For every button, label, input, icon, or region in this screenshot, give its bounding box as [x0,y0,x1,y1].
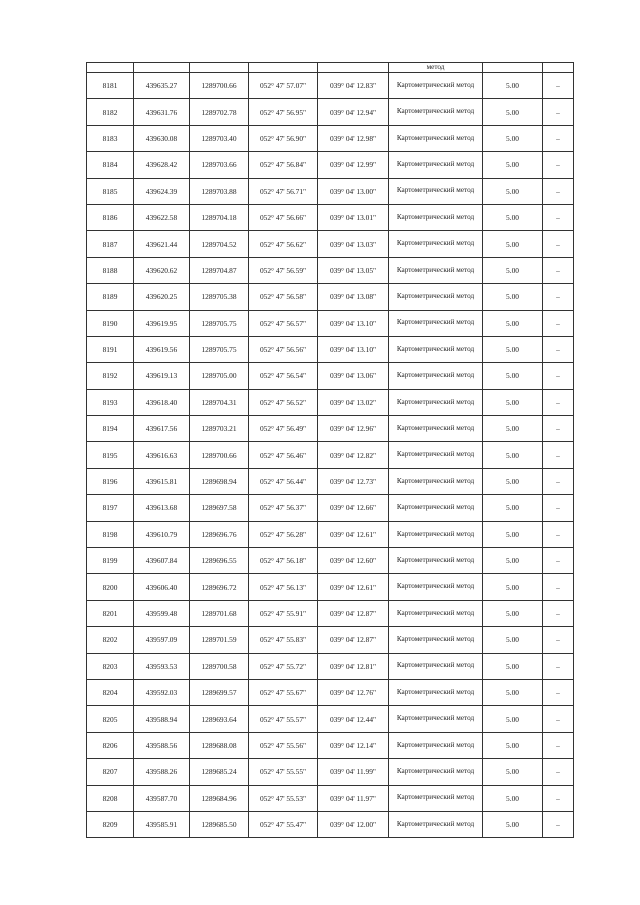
cell-y: 1289700.58 [190,653,249,679]
cell-x: 439628.42 [134,152,190,178]
cell-method: Картометрический метод [389,73,483,99]
cell-latitude: 052° 47' 56.56" [249,336,318,362]
cell-longitude: 039° 04' 12.83" [318,73,389,99]
cell-accuracy: 5.00 [483,231,543,257]
cell-accuracy: 5.00 [483,521,543,547]
cell-x: 439588.94 [134,706,190,732]
cell-method: Картометрический метод [389,679,483,705]
table-row [87,468,574,494]
cell-y: 1289696.72 [190,574,249,600]
cell-y: 1289685.24 [190,759,249,785]
cell-method: Картометрический метод [389,363,483,389]
cell-latitude: 052° 47' 56.58" [249,284,318,310]
cell-method: Картометрический метод [389,811,483,837]
cell-note: – [543,679,574,705]
cell-latitude: 052° 47' 56.37" [249,495,318,521]
cell-method: Картометрический метод [389,521,483,547]
cell-method: Картометрический метод [389,125,483,151]
cell-method: Картометрический метод [389,627,483,653]
cell-latitude: 052° 47' 55.67" [249,679,318,705]
table-row [87,284,574,310]
cell-empty [249,63,318,73]
cell-note: – [543,811,574,837]
table-row [87,732,574,758]
cell-empty [134,63,190,73]
cell-y: 1289705.00 [190,363,249,389]
cell-point-number: 8194 [87,416,134,442]
cell-latitude: 052° 47' 56.54" [249,363,318,389]
cell-point-number: 8203 [87,653,134,679]
cell-y: 1289697.58 [190,495,249,521]
cell-x: 439592.03 [134,679,190,705]
cell-point-number: 8200 [87,574,134,600]
cell-note: – [543,653,574,679]
cell-note: – [543,363,574,389]
cell-latitude: 052° 47' 55.56" [249,732,318,758]
cell-point-number: 8199 [87,548,134,574]
cell-longitude: 039° 04' 12.99" [318,152,389,178]
cell-accuracy: 5.00 [483,257,543,283]
cell-latitude: 052° 47' 55.47" [249,811,318,837]
cell-note: – [543,231,574,257]
table-row [87,125,574,151]
table-row [87,706,574,732]
cell-accuracy: 5.00 [483,152,543,178]
cell-note: – [543,389,574,415]
cell-method: Картометрический метод [389,204,483,230]
cell-accuracy: 5.00 [483,600,543,626]
cell-latitude: 052° 47' 56.46" [249,442,318,468]
cell-longitude: 039° 04' 12.82" [318,442,389,468]
cell-longitude: 039° 04' 12.66" [318,495,389,521]
table-row [87,204,574,230]
cell-note: – [543,495,574,521]
cell-note: – [543,99,574,125]
cell-note: – [543,284,574,310]
cell-x: 439618.40 [134,389,190,415]
cell-x: 439613.68 [134,495,190,521]
table-row [87,257,574,283]
cell-longitude: 039° 04' 12.60" [318,548,389,574]
table-row [87,679,574,705]
cell-accuracy: 5.00 [483,284,543,310]
table-row-continuation [87,63,574,73]
cell-point-number: 8198 [87,521,134,547]
table-row [87,231,574,257]
cell-latitude: 052° 47' 56.52" [249,389,318,415]
cell-point-number: 8193 [87,389,134,415]
cell-x: 439619.56 [134,336,190,362]
cell-x: 439588.56 [134,732,190,758]
cell-note: – [543,152,574,178]
cell-point-number: 8206 [87,732,134,758]
cell-latitude: 052° 47' 56.62" [249,231,318,257]
cell-y: 1289705.38 [190,284,249,310]
cell-latitude: 052° 47' 56.95" [249,99,318,125]
cell-note: – [543,204,574,230]
cell-note: – [543,336,574,362]
cell-point-number: 8208 [87,785,134,811]
cell-longitude: 039° 04' 13.02" [318,389,389,415]
cell-latitude: 052° 47' 56.59" [249,257,318,283]
cell-y: 1289703.40 [190,125,249,151]
cell-note: – [543,706,574,732]
cell-longitude: 039° 04' 12.76" [318,679,389,705]
table-row [87,759,574,785]
cell-x: 439615.81 [134,468,190,494]
cell-point-number: 8196 [87,468,134,494]
cell-method-fragment: метод [389,63,483,73]
cell-empty [318,63,389,73]
cell-note: – [543,310,574,336]
cell-y: 1289698.94 [190,468,249,494]
table-row [87,416,574,442]
cell-y: 1289693.64 [190,706,249,732]
cell-point-number: 8185 [87,178,134,204]
cell-accuracy: 5.00 [483,73,543,99]
cell-longitude: 039° 04' 12.00" [318,811,389,837]
cell-accuracy: 5.00 [483,389,543,415]
cell-point-number: 8186 [87,204,134,230]
cell-point-number: 8202 [87,627,134,653]
cell-x: 439610.79 [134,521,190,547]
cell-point-number: 8189 [87,284,134,310]
cell-method: Картометрический метод [389,600,483,626]
cell-x: 439587.70 [134,785,190,811]
cell-note: – [543,416,574,442]
table-row [87,495,574,521]
cell-longitude: 039° 04' 13.03" [318,231,389,257]
cell-note: – [543,627,574,653]
cell-method: Картометрический метод [389,706,483,732]
cell-point-number: 8197 [87,495,134,521]
cell-method: Картометрический метод [389,785,483,811]
cell-longitude: 039° 04' 12.44" [318,706,389,732]
cell-accuracy: 5.00 [483,574,543,600]
table-row [87,310,574,336]
cell-longitude: 039° 04' 13.08" [318,284,389,310]
cell-y: 1289701.68 [190,600,249,626]
cell-x: 439622.58 [134,204,190,230]
cell-y: 1289704.18 [190,204,249,230]
cell-accuracy: 5.00 [483,363,543,389]
cell-accuracy: 5.00 [483,653,543,679]
cell-longitude: 039° 04' 12.98" [318,125,389,151]
cell-y: 1289705.75 [190,336,249,362]
cell-y: 1289702.78 [190,99,249,125]
table-row [87,363,574,389]
cell-point-number: 8205 [87,706,134,732]
cell-note: – [543,574,574,600]
cell-longitude: 039° 04' 12.14" [318,732,389,758]
cell-x: 439620.62 [134,257,190,283]
cell-x: 439588.26 [134,759,190,785]
cell-latitude: 052° 47' 55.83" [249,627,318,653]
table-row [87,99,574,125]
cell-x: 439621.44 [134,231,190,257]
cell-y: 1289699.57 [190,679,249,705]
cell-y: 1289701.59 [190,627,249,653]
table-row [87,653,574,679]
cell-note: – [543,442,574,468]
cell-x: 439593.53 [134,653,190,679]
cell-latitude: 052° 47' 56.13" [249,574,318,600]
cell-x: 439599.48 [134,600,190,626]
cell-longitude: 039° 04' 11.97" [318,785,389,811]
cell-point-number: 8182 [87,99,134,125]
cell-accuracy: 5.00 [483,706,543,732]
cell-accuracy: 5.00 [483,785,543,811]
cell-point-number: 8183 [87,125,134,151]
cell-method: Картометрический метод [389,178,483,204]
table-row [87,442,574,468]
cell-latitude: 052° 47' 56.28" [249,521,318,547]
cell-point-number: 8190 [87,310,134,336]
cell-point-number: 8192 [87,363,134,389]
cell-note: – [543,73,574,99]
cell-longitude: 039° 04' 12.61" [318,574,389,600]
cell-longitude: 039° 04' 12.73" [318,468,389,494]
cell-latitude: 052° 47' 55.55" [249,759,318,785]
cell-note: – [543,785,574,811]
cell-x: 439624.39 [134,178,190,204]
cell-latitude: 052° 47' 56.44" [249,468,318,494]
cell-latitude: 052° 47' 55.91" [249,600,318,626]
cell-latitude: 052° 47' 56.49" [249,416,318,442]
cell-point-number: 8188 [87,257,134,283]
cell-y: 1289696.55 [190,548,249,574]
cell-accuracy: 5.00 [483,310,543,336]
cell-longitude: 039° 04' 13.00" [318,178,389,204]
cell-y: 1289688.08 [190,732,249,758]
cell-accuracy: 5.00 [483,336,543,362]
cell-method: Картометрический метод [389,99,483,125]
cell-method: Картометрический метод [389,495,483,521]
cell-longitude: 039° 04' 13.06" [318,363,389,389]
table-row [87,574,574,600]
cell-note: – [543,468,574,494]
cell-y: 1289696.76 [190,521,249,547]
cell-longitude: 039° 04' 13.10" [318,336,389,362]
cell-note: – [543,548,574,574]
cell-point-number: 8207 [87,759,134,785]
cell-longitude: 039° 04' 12.61" [318,521,389,547]
table-row [87,389,574,415]
table-row [87,178,574,204]
cell-note: – [543,732,574,758]
cell-longitude: 039° 04' 13.10" [318,310,389,336]
cell-empty [543,63,574,73]
cell-longitude: 039° 04' 12.94" [318,99,389,125]
cell-longitude: 039° 04' 11.99" [318,759,389,785]
cell-point-number: 8204 [87,679,134,705]
cell-x: 439635.27 [134,73,190,99]
cell-accuracy: 5.00 [483,204,543,230]
cell-accuracy: 5.00 [483,495,543,521]
cell-y: 1289703.66 [190,152,249,178]
cell-accuracy: 5.00 [483,627,543,653]
cell-x: 439606.40 [134,574,190,600]
table-row [87,152,574,178]
cell-accuracy: 5.00 [483,811,543,837]
cell-latitude: 052° 47' 56.71" [249,178,318,204]
cell-accuracy: 5.00 [483,178,543,204]
cell-method: Картометрический метод [389,257,483,283]
cell-latitude: 052° 47' 55.57" [249,706,318,732]
cell-x: 439585.91 [134,811,190,837]
cell-longitude: 039° 04' 13.05" [318,257,389,283]
cell-latitude: 052° 47' 56.57" [249,310,318,336]
cell-accuracy: 5.00 [483,759,543,785]
cell-point-number: 8184 [87,152,134,178]
cell-accuracy: 5.00 [483,548,543,574]
cell-y: 1289685.50 [190,811,249,837]
cell-x: 439619.95 [134,310,190,336]
cell-method: Картометрический метод [389,231,483,257]
table-row [87,521,574,547]
cell-x: 439619.13 [134,363,190,389]
cell-point-number: 8181 [87,73,134,99]
cell-x: 439630.08 [134,125,190,151]
cell-method: Картометрический метод [389,152,483,178]
table-row [87,548,574,574]
cell-point-number: 8191 [87,336,134,362]
cell-latitude: 052° 47' 57.07" [249,73,318,99]
cell-accuracy: 5.00 [483,442,543,468]
cell-longitude: 039° 04' 12.87" [318,627,389,653]
cell-note: – [543,178,574,204]
cell-method: Картометрический метод [389,574,483,600]
table-row [87,336,574,362]
cell-accuracy: 5.00 [483,679,543,705]
cell-method: Картометрический метод [389,732,483,758]
cell-x: 439620.25 [134,284,190,310]
cell-latitude: 052° 47' 56.90" [249,125,318,151]
cell-empty [87,63,134,73]
cell-y: 1289700.66 [190,442,249,468]
cell-y: 1289703.21 [190,416,249,442]
cell-note: – [543,521,574,547]
cell-point-number: 8209 [87,811,134,837]
table-row [87,627,574,653]
cell-empty [483,63,543,73]
cell-x: 439597.09 [134,627,190,653]
cell-method: Картометрический метод [389,653,483,679]
document-page [86,62,573,838]
coordinates-table [86,62,574,838]
cell-method: Картометрический метод [389,389,483,415]
cell-y: 1289684.96 [190,785,249,811]
table-row [87,811,574,837]
cell-method: Картометрический метод [389,442,483,468]
cell-accuracy: 5.00 [483,99,543,125]
cell-latitude: 052° 47' 56.66" [249,204,318,230]
cell-latitude: 052° 47' 56.84" [249,152,318,178]
cell-x: 439617.56 [134,416,190,442]
cell-x: 439631.76 [134,99,190,125]
cell-y: 1289700.66 [190,73,249,99]
cell-x: 439616.63 [134,442,190,468]
cell-latitude: 052° 47' 55.53" [249,785,318,811]
cell-method: Картометрический метод [389,468,483,494]
cell-method: Картометрический метод [389,759,483,785]
cell-longitude: 039° 04' 12.96" [318,416,389,442]
cell-y: 1289704.31 [190,389,249,415]
cell-latitude: 052° 47' 56.18" [249,548,318,574]
table-row [87,73,574,99]
cell-note: – [543,257,574,283]
cell-longitude: 039° 04' 12.87" [318,600,389,626]
table-row [87,785,574,811]
table-body [87,63,574,838]
cell-accuracy: 5.00 [483,416,543,442]
cell-method: Картометрический метод [389,336,483,362]
cell-note: – [543,600,574,626]
cell-point-number: 8201 [87,600,134,626]
cell-y: 1289704.87 [190,257,249,283]
cell-y: 1289705.75 [190,310,249,336]
cell-y: 1289703.88 [190,178,249,204]
cell-empty [190,63,249,73]
cell-method: Картометрический метод [389,310,483,336]
cell-note: – [543,759,574,785]
cell-point-number: 8187 [87,231,134,257]
cell-method: Картометрический метод [389,416,483,442]
cell-accuracy: 5.00 [483,732,543,758]
table-row [87,600,574,626]
cell-method: Картометрический метод [389,284,483,310]
cell-y: 1289704.52 [190,231,249,257]
cell-latitude: 052° 47' 55.72" [249,653,318,679]
cell-point-number: 8195 [87,442,134,468]
cell-longitude: 039° 04' 13.01" [318,204,389,230]
cell-accuracy: 5.00 [483,125,543,151]
cell-note: – [543,125,574,151]
cell-longitude: 039° 04' 12.81" [318,653,389,679]
cell-method: Картометрический метод [389,548,483,574]
cell-x: 439607.84 [134,548,190,574]
cell-accuracy: 5.00 [483,468,543,494]
